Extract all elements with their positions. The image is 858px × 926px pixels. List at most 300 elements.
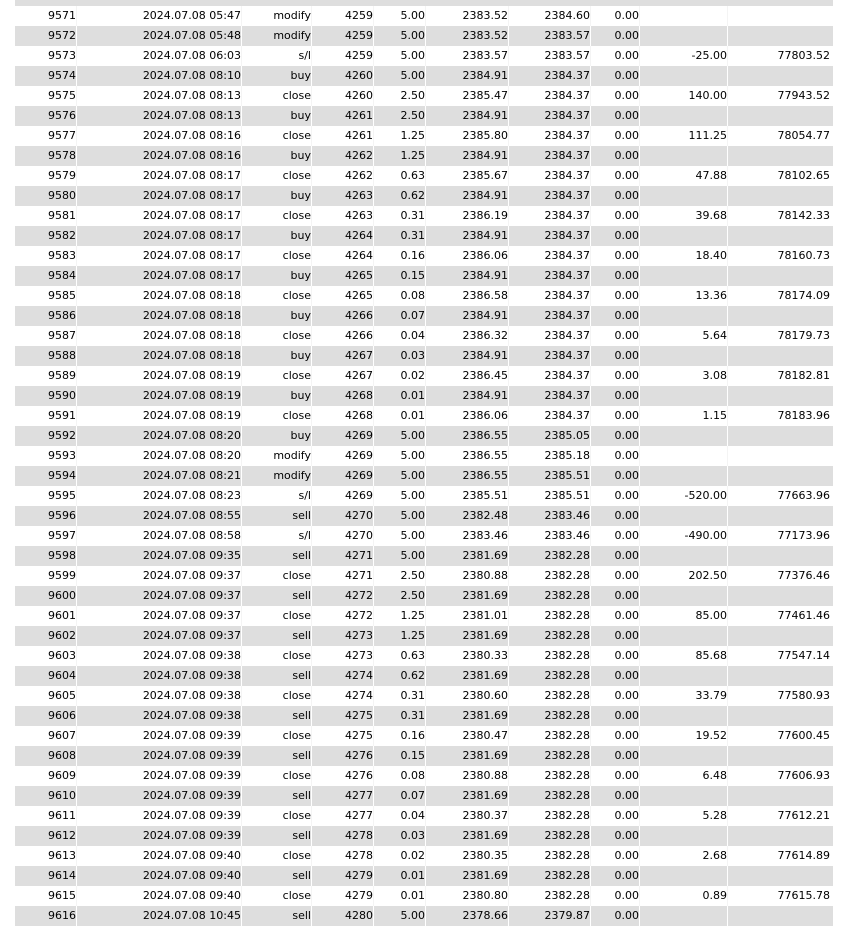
deal-price: 2384.91	[462, 109, 508, 122]
deal-type: sell	[292, 549, 311, 562]
deal-number: 9604	[48, 669, 76, 682]
order-number: 4280	[345, 909, 373, 922]
deal-stop-loss: 2384.37	[544, 249, 590, 262]
table-row[interactable]	[15, 666, 833, 686]
deal-time: 2024.07.08 09:39	[142, 829, 241, 842]
deal-balance	[728, 26, 830, 46]
deal-profit: 140.00	[688, 89, 727, 102]
deal-take-profit: 0.00	[614, 349, 639, 362]
deal-type: close	[282, 329, 311, 342]
deal-number: 9578	[48, 149, 76, 162]
deal-time: 2024.07.08 09:40	[142, 869, 241, 882]
table-row[interactable]	[15, 286, 833, 306]
deal-number: 9577	[48, 129, 76, 142]
deal-profit: 5.28	[702, 809, 727, 822]
deal-profit	[640, 426, 727, 446]
table-row[interactable]	[15, 806, 833, 826]
order-number: 4262	[345, 149, 373, 162]
deal-balance	[728, 506, 830, 526]
deal-price: 2380.80	[462, 889, 508, 902]
deal-balance: 78102.65	[777, 169, 830, 182]
deal-stop-loss: 2384.37	[544, 329, 590, 342]
table-row[interactable]	[15, 426, 833, 446]
table-row[interactable]	[15, 766, 833, 786]
deal-profit	[640, 786, 727, 806]
deal-stop-loss: 2382.28	[544, 849, 590, 862]
deal-price: 2386.19	[462, 209, 508, 222]
deal-time: 2024.07.08 08:17	[142, 269, 241, 282]
deal-take-profit: 0.00	[614, 249, 639, 262]
deal-balance: 77803.52	[777, 49, 830, 62]
order-number: 4277	[345, 809, 373, 822]
table-row[interactable]	[15, 606, 833, 626]
deal-balance: 77461.46	[777, 609, 830, 622]
table-row[interactable]	[15, 206, 833, 226]
deal-take-profit: 0.00	[614, 289, 639, 302]
deal-volume: 1.25	[400, 129, 425, 142]
deal-stop-loss: 2379.87	[544, 909, 590, 922]
deal-price: 2380.60	[462, 689, 508, 702]
deal-time: 2024.07.08 08:17	[142, 189, 241, 202]
deal-type: close	[282, 769, 311, 782]
deal-number: 9572	[48, 29, 76, 42]
table-row[interactable]	[15, 726, 833, 746]
deal-take-profit: 0.00	[614, 389, 639, 402]
deal-take-profit: 0.00	[614, 109, 639, 122]
deal-balance	[728, 746, 830, 766]
deal-number: 9581	[48, 209, 76, 222]
order-number: 4269	[345, 429, 373, 442]
deal-profit	[640, 626, 727, 646]
deal-time: 2024.07.08 09:37	[142, 629, 241, 642]
deal-price: 2381.69	[462, 709, 508, 722]
deal-profit: 47.88	[695, 169, 727, 182]
deal-number: 9587	[48, 329, 76, 342]
deal-number: 9576	[48, 109, 76, 122]
deal-balance	[728, 6, 830, 26]
deal-type: modify	[273, 9, 311, 22]
table-row[interactable]	[15, 446, 833, 466]
deal-volume: 0.31	[400, 709, 425, 722]
deal-take-profit: 0.00	[614, 889, 639, 902]
order-number: 4265	[345, 289, 373, 302]
order-number: 4263	[345, 209, 373, 222]
deal-stop-loss: 2384.60	[544, 9, 590, 22]
deal-stop-loss: 2385.51	[544, 469, 590, 482]
deal-volume: 0.01	[400, 889, 425, 902]
deal-number: 9600	[48, 589, 76, 602]
deal-type: close	[282, 609, 311, 622]
table-row[interactable]	[15, 586, 833, 606]
table-row[interactable]	[15, 566, 833, 586]
table-row[interactable]	[15, 86, 833, 106]
deal-volume: 0.01	[400, 869, 425, 882]
order-number: 4261	[345, 129, 373, 142]
deal-volume: 0.08	[400, 289, 425, 302]
deal-price: 2384.91	[462, 229, 508, 242]
table-row[interactable]	[15, 246, 833, 266]
deal-type: close	[282, 89, 311, 102]
deal-stop-loss: 2384.37	[544, 289, 590, 302]
table-row[interactable]	[15, 166, 833, 186]
deal-volume: 2.50	[400, 109, 425, 122]
deal-time: 2024.07.08 09:40	[142, 849, 241, 862]
table-row[interactable]	[15, 506, 833, 526]
deal-volume: 0.07	[400, 789, 425, 802]
deal-type: s/l	[298, 489, 311, 502]
order-number: 4259	[345, 9, 373, 22]
table-row[interactable]	[15, 6, 833, 26]
deal-take-profit: 0.00	[614, 789, 639, 802]
deal-profit	[640, 666, 727, 686]
deal-balance	[728, 826, 830, 846]
deal-time: 2024.07.08 08:19	[142, 409, 241, 422]
deal-price: 2386.58	[462, 289, 508, 302]
deal-profit: 13.36	[695, 289, 727, 302]
deal-take-profit: 0.00	[614, 569, 639, 582]
deal-number: 9603	[48, 649, 76, 662]
deal-volume: 0.03	[400, 829, 425, 842]
deal-type: sell	[292, 709, 311, 722]
deal-time: 2024.07.08 06:03	[142, 49, 241, 62]
deal-number: 9593	[48, 449, 76, 462]
deal-time: 2024.07.08 08:23	[142, 489, 241, 502]
deal-profit: 39.68	[695, 209, 727, 222]
table-row[interactable]	[15, 486, 833, 506]
deal-price: 2384.91	[462, 269, 508, 282]
deal-stop-loss: 2384.37	[544, 129, 590, 142]
deal-type: close	[282, 209, 311, 222]
deal-type: close	[282, 889, 311, 902]
deal-type: sell	[292, 509, 311, 522]
deal-price: 2381.69	[462, 869, 508, 882]
table-row[interactable]	[15, 66, 833, 86]
deal-type: modify	[273, 449, 311, 462]
deal-volume: 0.15	[400, 269, 425, 282]
deal-profit	[640, 826, 727, 846]
deal-volume: 0.04	[400, 329, 425, 342]
deal-profit	[640, 706, 727, 726]
deal-price: 2380.47	[462, 729, 508, 742]
deal-stop-loss: 2384.37	[544, 389, 590, 402]
table-row[interactable]	[15, 366, 833, 386]
order-number: 4265	[345, 269, 373, 282]
deal-time: 2024.07.08 09:39	[142, 729, 241, 742]
deal-number: 9590	[48, 389, 76, 402]
deal-volume: 5.00	[400, 509, 425, 522]
deal-price: 2381.69	[462, 789, 508, 802]
table-row[interactable]	[15, 906, 833, 926]
deal-profit	[640, 306, 727, 326]
deal-time: 2024.07.08 08:58	[142, 529, 241, 542]
deal-balance: 77173.96	[777, 529, 830, 542]
table-row[interactable]	[15, 226, 833, 246]
deal-type: s/l	[298, 49, 311, 62]
deal-stop-loss: 2382.28	[544, 729, 590, 742]
table-row[interactable]	[15, 146, 833, 166]
deal-type: close	[282, 729, 311, 742]
deal-price: 2385.47	[462, 89, 508, 102]
deal-time: 2024.07.08 08:16	[142, 129, 241, 142]
deal-volume: 0.01	[400, 389, 425, 402]
deal-type: buy	[290, 309, 311, 322]
order-number: 4277	[345, 789, 373, 802]
deal-profit: 2.68	[702, 849, 727, 862]
deal-profit: 111.25	[688, 129, 727, 142]
deal-time: 2024.07.08 08:10	[142, 69, 241, 82]
deal-balance	[728, 666, 830, 686]
deal-take-profit: 0.00	[614, 329, 639, 342]
deal-balance: 77580.93	[777, 689, 830, 702]
deal-volume: 0.16	[400, 729, 425, 742]
deal-profit: -520.00	[684, 489, 727, 502]
deal-number: 9588	[48, 349, 76, 362]
deal-volume: 5.00	[400, 49, 425, 62]
table-row[interactable]	[15, 326, 833, 346]
deal-volume: 5.00	[400, 9, 425, 22]
deal-time: 2024.07.08 08:18	[142, 329, 241, 342]
deal-number: 9591	[48, 409, 76, 422]
deal-take-profit: 0.00	[614, 149, 639, 162]
table-row[interactable]	[15, 186, 833, 206]
deal-type: sell	[292, 669, 311, 682]
deal-volume: 0.01	[400, 409, 425, 422]
table-row[interactable]	[15, 526, 833, 546]
deal-number: 9615	[48, 889, 76, 902]
table-row[interactable]	[15, 746, 833, 766]
deal-time: 2024.07.08 09:37	[142, 609, 241, 622]
deal-price: 2386.06	[462, 409, 508, 422]
deal-balance: 77663.96	[777, 489, 830, 502]
order-number: 4264	[345, 249, 373, 262]
deal-type: buy	[290, 229, 311, 242]
table-row[interactable]	[15, 866, 833, 886]
table-row[interactable]	[15, 406, 833, 426]
trade-history-table[interactable]	[15, 6, 833, 926]
deal-price: 2386.55	[462, 429, 508, 442]
deal-number: 9586	[48, 309, 76, 322]
deal-number: 9594	[48, 469, 76, 482]
deal-profit: 3.08	[702, 369, 727, 382]
deal-number: 9608	[48, 749, 76, 762]
deal-profit	[640, 446, 727, 466]
deal-number: 9575	[48, 89, 76, 102]
order-number: 4269	[345, 449, 373, 462]
deal-time: 2024.07.08 09:37	[142, 589, 241, 602]
deal-balance: 77606.93	[777, 769, 830, 782]
deal-profit: 85.00	[695, 609, 727, 622]
deal-number: 9584	[48, 269, 76, 282]
deal-stop-loss: 2384.37	[544, 309, 590, 322]
deal-time: 2024.07.08 05:48	[142, 29, 241, 42]
deal-volume: 5.00	[400, 429, 425, 442]
deal-time: 2024.07.08 08:18	[142, 289, 241, 302]
deal-stop-loss: 2382.28	[544, 669, 590, 682]
deal-stop-loss: 2382.28	[544, 569, 590, 582]
deal-price: 2380.88	[462, 769, 508, 782]
table-row[interactable]	[15, 786, 833, 806]
deal-type: sell	[292, 789, 311, 802]
deal-price: 2384.91	[462, 389, 508, 402]
deal-volume: 0.16	[400, 249, 425, 262]
deal-type: close	[282, 249, 311, 262]
table-row[interactable]	[15, 266, 833, 286]
deal-volume: 5.00	[400, 489, 425, 502]
deal-volume: 5.00	[400, 29, 425, 42]
deal-profit	[640, 66, 727, 86]
order-number: 4259	[345, 49, 373, 62]
deal-price: 2385.51	[462, 489, 508, 502]
deal-take-profit: 0.00	[614, 549, 639, 562]
deal-type: close	[282, 409, 311, 422]
order-number: 4262	[345, 169, 373, 182]
deal-stop-loss: 2382.28	[544, 789, 590, 802]
deal-profit	[640, 746, 727, 766]
deal-profit: 6.48	[702, 769, 727, 782]
deal-stop-loss: 2383.57	[544, 49, 590, 62]
deal-balance	[728, 346, 830, 366]
deal-time: 2024.07.08 09:38	[142, 709, 241, 722]
deal-stop-loss: 2385.51	[544, 489, 590, 502]
deal-balance: 78183.96	[777, 409, 830, 422]
order-number: 4268	[345, 389, 373, 402]
deal-take-profit: 0.00	[614, 449, 639, 462]
deal-stop-loss: 2384.37	[544, 69, 590, 82]
deal-price: 2385.80	[462, 129, 508, 142]
order-number: 4264	[345, 229, 373, 242]
order-number: 4266	[345, 329, 373, 342]
deal-stop-loss: 2384.37	[544, 109, 590, 122]
deal-volume: 0.31	[400, 689, 425, 702]
table-row[interactable]	[15, 386, 833, 406]
table-row[interactable]	[15, 706, 833, 726]
table-row[interactable]	[15, 686, 833, 706]
deal-number: 9573	[48, 49, 76, 62]
deal-take-profit: 0.00	[614, 409, 639, 422]
deal-time: 2024.07.08 09:40	[142, 889, 241, 902]
deal-volume: 0.03	[400, 349, 425, 362]
deal-profit	[640, 6, 727, 26]
deal-type: sell	[292, 749, 311, 762]
deal-volume: 2.50	[400, 89, 425, 102]
deal-volume: 0.07	[400, 309, 425, 322]
table-row[interactable]	[15, 26, 833, 46]
deal-stop-loss: 2382.28	[544, 769, 590, 782]
deal-profit: 85.68	[695, 649, 727, 662]
deal-stop-loss: 2382.28	[544, 809, 590, 822]
deal-time: 2024.07.08 09:39	[142, 769, 241, 782]
table-row[interactable]	[15, 306, 833, 326]
deal-number: 9599	[48, 569, 76, 582]
deal-number: 9614	[48, 869, 76, 882]
deal-balance	[728, 66, 830, 86]
deal-balance	[728, 906, 830, 926]
deal-number: 9585	[48, 289, 76, 302]
order-number: 4267	[345, 369, 373, 382]
deal-time: 2024.07.08 08:13	[142, 109, 241, 122]
deal-stop-loss: 2382.28	[544, 609, 590, 622]
deal-time: 2024.07.08 08:13	[142, 89, 241, 102]
deal-volume: 0.08	[400, 769, 425, 782]
deal-time: 2024.07.08 09:38	[142, 649, 241, 662]
deal-balance: 77376.46	[777, 569, 830, 582]
deal-price: 2381.69	[462, 669, 508, 682]
order-number: 4276	[345, 749, 373, 762]
deal-type: buy	[290, 389, 311, 402]
deal-time: 2024.07.08 09:37	[142, 569, 241, 582]
deal-number: 9612	[48, 829, 76, 842]
deal-number: 9582	[48, 229, 76, 242]
deal-number: 9602	[48, 629, 76, 642]
deal-balance	[728, 626, 830, 646]
table-row[interactable]	[15, 106, 833, 126]
deal-profit: 202.50	[688, 569, 727, 582]
deal-balance	[728, 446, 830, 466]
deal-profit	[640, 586, 727, 606]
deal-volume: 5.00	[400, 469, 425, 482]
order-number: 4263	[345, 189, 373, 202]
deal-stop-loss: 2382.28	[544, 629, 590, 642]
table-row[interactable]	[15, 46, 833, 66]
deal-take-profit: 0.00	[614, 609, 639, 622]
table-row[interactable]	[15, 126, 833, 146]
order-number: 4260	[345, 69, 373, 82]
table-row[interactable]	[15, 886, 833, 906]
table-row[interactable]	[15, 346, 833, 366]
order-number: 4269	[345, 489, 373, 502]
table-row[interactable]	[15, 846, 833, 866]
deal-balance: 78160.73	[777, 249, 830, 262]
table-row[interactable]	[15, 626, 833, 646]
deal-profit: 19.52	[695, 729, 727, 742]
deal-price: 2381.69	[462, 629, 508, 642]
order-number: 4270	[345, 509, 373, 522]
deal-balance: 78174.09	[777, 289, 830, 302]
table-row[interactable]	[15, 646, 833, 666]
deal-balance: 77612.21	[777, 809, 830, 822]
table-row[interactable]	[15, 466, 833, 486]
deal-balance: 77600.45	[777, 729, 830, 742]
deal-stop-loss: 2384.37	[544, 209, 590, 222]
deal-type: close	[282, 569, 311, 582]
deal-take-profit: 0.00	[614, 429, 639, 442]
table-row[interactable]	[15, 826, 833, 846]
deal-price: 2386.55	[462, 469, 508, 482]
deal-time: 2024.07.08 08:19	[142, 389, 241, 402]
deal-number: 9609	[48, 769, 76, 782]
deal-time: 2024.07.08 09:39	[142, 749, 241, 762]
order-number: 4278	[345, 829, 373, 842]
deal-stop-loss: 2383.46	[544, 529, 590, 542]
deal-time: 2024.07.08 08:55	[142, 509, 241, 522]
deal-price: 2380.33	[462, 649, 508, 662]
deal-volume: 1.25	[400, 629, 425, 642]
deal-volume: 0.63	[400, 169, 425, 182]
deal-profit	[640, 266, 727, 286]
deal-number: 9597	[48, 529, 76, 542]
deal-time: 2024.07.08 08:18	[142, 309, 241, 322]
deal-volume: 0.15	[400, 749, 425, 762]
deal-price: 2386.32	[462, 329, 508, 342]
deal-volume: 2.50	[400, 569, 425, 582]
deal-take-profit: 0.00	[614, 189, 639, 202]
deal-take-profit: 0.00	[614, 469, 639, 482]
deal-balance: 78054.77	[777, 129, 830, 142]
deal-number: 9592	[48, 429, 76, 442]
deal-stop-loss: 2385.18	[544, 449, 590, 462]
table-row[interactable]	[15, 546, 833, 566]
deal-volume: 0.02	[400, 369, 425, 382]
